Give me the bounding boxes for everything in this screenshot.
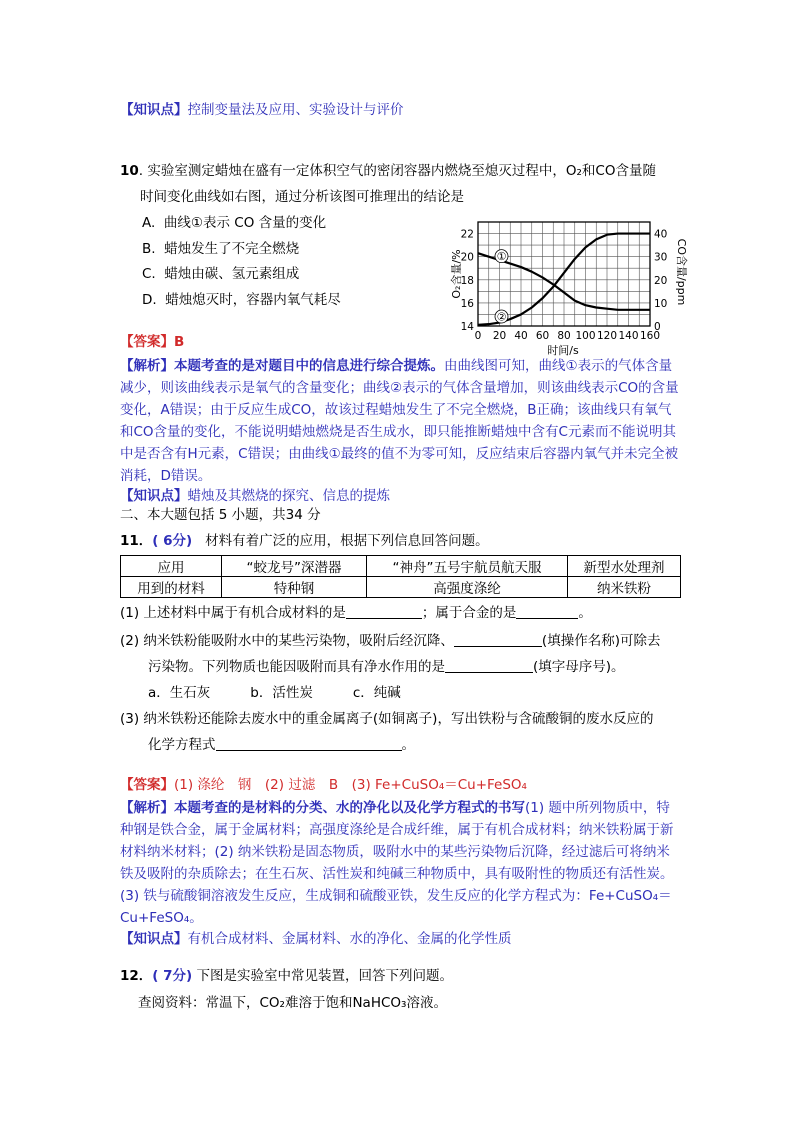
q10-option-c <box>142 265 299 283</box>
answer-blank[interactable] <box>516 604 578 619</box>
option-text: 蜡烛发生了不完全燃烧 <box>164 241 300 257</box>
choice-c: c．纯碱 <box>352 685 401 701</box>
table-cell: 高强度涤纶 <box>367 577 568 598</box>
y-right-tick-label: 30 <box>654 251 668 264</box>
q11-part3: (3) 纳米铁粉还能除去废水中的重金属离子(如铜离子)，写出铁粉与含硫酸铜的废水反应的 <box>120 711 654 727</box>
o2-co-chart <box>438 212 688 357</box>
q11-number: 11． <box>120 533 153 549</box>
analysis-lead: 本题考查的是材料的分类、水的净化以及化学方程式的书写 <box>174 800 525 816</box>
q10-option-d <box>142 291 341 309</box>
series-label-1: ① <box>496 250 507 264</box>
y-right-tick-label: 0 <box>654 321 661 333</box>
x-tick-label: 160 <box>639 330 661 342</box>
q12-number: 12． <box>120 968 153 984</box>
table-cell: 应用 <box>121 556 222 577</box>
q11-part2-line2 <box>148 658 625 676</box>
analysis-label: 【解析】 <box>120 358 174 374</box>
table-cell: 用到的材料 <box>121 577 222 598</box>
choice-b: b．活性炭 <box>250 685 313 701</box>
analysis-label: 【解析】 <box>120 800 174 816</box>
q11-knowledge-point <box>120 927 512 947</box>
y-left-tick-label: 14 <box>460 321 474 333</box>
y-left-tick-label: 18 <box>460 274 474 287</box>
analysis-body: (1) 题中所列物质中，特种钢是铁合金，属于金属材料；高强度涤纶是合成纤维，属于有机合成材料；纳米铁粉属于新材料纳米材料；(2) 纳米铁粉是固态物质，吸附水中的某些污染物后沉降，经过滤后可将纳米铁及吸附的杂质除去；在生石灰、活性炭和纯碱三种物质中，具有吸附性的物质还有活性炭。(3) 铁与硫酸铜溶液发生反应，生成铜和硫酸亚铁，发生反应的化学方程式为：Fe+CuSO₄＝Cu+FeSO₄。 <box>120 800 674 926</box>
q10-stem-text1: 实验室测定蜡烛在盛有一定体积空气的密闭容器内燃烧至熄灭过程中，O₂和CO含量随 <box>147 163 656 179</box>
answer-blank[interactable] <box>454 632 542 647</box>
x-tick-label: 40 <box>514 330 528 342</box>
q11-analysis <box>120 797 680 929</box>
q11-part2-text: (2) 纳米铁粉能吸附水中的某些污染物，吸附后经沉降、 <box>120 633 454 649</box>
q11-part3-line2 <box>148 736 415 754</box>
table-cell: 特种钢 <box>222 577 367 598</box>
option-text: 蜡烛熄灭时，容器内氧气耗尽 <box>165 292 341 308</box>
q10-analysis <box>120 355 680 487</box>
analysis-body: 由曲线图可知，曲线①表示的气体含量减少，则该曲线表示是氧气的含量变化；曲线②表示的气体含量增加，则该曲线表示CO的含量变化，A错误；由于反应生成CO，故该过程蜡烛发生了不完全燃烧，B正确；该曲线只有氧气和CO含量的变化，不能说明蜡烛燃烧是否生成水，即只能推断蜡烛中含有C元素而不能说明其中是否含有H元素，C错误；由曲线①最终的值不为零可知，反应结束后容器内氧气并未完全被消耗，D错误。 <box>120 358 679 484</box>
analysis-lead: 本题考查的是对题目中的信息进行综合提炼。 <box>174 358 444 374</box>
x-tick-label: 0 <box>474 330 482 342</box>
x-tick-label: 120 <box>596 330 618 342</box>
y-right-tick-label: 40 <box>654 228 668 241</box>
option-label: A. <box>142 215 156 231</box>
table-cell: “蛟龙号”深潜器 <box>222 556 367 577</box>
table-cell: “神舟”五号宇航员航天服 <box>367 556 568 577</box>
option-label: D. <box>142 292 157 308</box>
table-row <box>121 577 681 598</box>
answer-blank[interactable] <box>346 604 422 619</box>
q12-stem-text: 下图是实验室中常见装置，回答下列问题。 <box>196 968 454 984</box>
x-tick-label: 20 <box>492 330 507 342</box>
q12-note: 查阅资料：常温下，CO₂难溶于饱和NaHCO₃溶液。 <box>138 995 447 1011</box>
x-axis-label: 时间/s <box>547 344 579 357</box>
q11-part3-end: 。 <box>401 737 415 753</box>
q10-option-b <box>142 240 299 258</box>
y-left-tick-label: 16 <box>460 297 474 310</box>
x-tick-label: 140 <box>618 330 639 342</box>
knowledge-point-text: 控制变量法及应用、实验设计与评价 <box>187 102 404 118</box>
q11-choices <box>148 684 401 702</box>
y-left-tick-label: 20 <box>460 251 474 264</box>
answer-value: (1) 涤纶 钢 (2) 过滤 B (3) Fe+CuSO₄＝Cu+FeSO₄ <box>174 777 527 793</box>
table-row <box>121 556 681 577</box>
q11-part1 <box>120 604 592 622</box>
q12-score: ( 7分) <box>152 968 193 984</box>
knowledge-point-prev <box>120 98 404 118</box>
q11-stem <box>120 532 489 550</box>
option-text: 蜡烛由碳、氢元素组成 <box>164 266 300 282</box>
q11-part1-text2: ；属于合金的是 <box>421 605 517 621</box>
q11-part2 <box>120 632 660 650</box>
q10-stem-line2: 时间变化曲线如右图，通过分析该图可推理出的结论是 <box>140 189 464 205</box>
y-left-tick-label: 22 <box>460 228 474 241</box>
answer-label: 【答案】 <box>120 777 174 793</box>
x-tick-label: 80 <box>557 330 571 342</box>
series-label-2: ② <box>496 310 507 324</box>
section-heading: 二、本大题包括 5 小题，共34 分 <box>120 507 321 523</box>
knowledge-point-label: 【知识点】 <box>120 488 188 504</box>
q10-option-a <box>142 214 326 232</box>
knowledge-point-label: 【知识点】 <box>120 102 188 118</box>
x-tick-label: 100 <box>575 330 596 342</box>
option-label: C. <box>142 266 156 282</box>
x-tick-label: 60 <box>535 330 550 342</box>
y-right-tick-label: 20 <box>654 274 668 287</box>
materials-table <box>120 555 681 598</box>
q10-stem-line1: 10. 实验室测定蜡烛在盛有一定体积空气的密闭容器内燃烧至熄灭过程中，O₂和CO含量随 <box>120 163 656 179</box>
q11-part1-end: 。 <box>578 605 592 621</box>
answer-value: B <box>174 334 185 350</box>
q11-part1-text: (1) 上述材料中属于有机合成材料的是 <box>120 605 346 621</box>
q11-part2-text2: (填操作名称)可除去 <box>541 633 661 649</box>
y-axis-right-label: CO含量/ppm <box>675 238 688 306</box>
knowledge-point-text: 蜡烛及其燃烧的探究、信息的提炼 <box>187 488 390 504</box>
table-cell: 纳米铁粉 <box>568 577 681 598</box>
answer-blank[interactable] <box>216 736 402 751</box>
option-label: B. <box>142 241 156 257</box>
option-text: 曲线①表示 CO 含量的变化 <box>163 215 327 231</box>
q12-stem <box>120 967 453 985</box>
knowledge-point-label: 【知识点】 <box>120 931 188 947</box>
q11-part2-text3: 污染物。下列物质也能因吸附而具有净水作用的是 <box>148 659 445 675</box>
q11-answer <box>120 776 527 794</box>
q11-part3-text: 化学方程式 <box>148 737 216 753</box>
q11-stem-text: 材料有着广泛的应用，根据下列信息回答问题。 <box>205 533 489 549</box>
answer-label: 【答案】 <box>120 334 174 350</box>
q10-number: 10 <box>120 163 139 179</box>
q11-score: ( 6分) <box>152 533 193 549</box>
q10-knowledge-point <box>120 484 390 504</box>
choice-a: a．生石灰 <box>148 685 211 701</box>
y-right-tick-label: 10 <box>654 297 668 310</box>
knowledge-point-text: 有机合成材料、金属材料、水的净化、金属的化学性质 <box>187 931 512 947</box>
answer-blank[interactable] <box>445 658 533 673</box>
table-cell: 新型水处理剂 <box>568 556 681 577</box>
q10-answer <box>120 333 184 351</box>
q11-part2-text4: (填字母序号)。 <box>533 659 625 675</box>
y-axis-left-label: O₂含量/% <box>450 249 463 299</box>
